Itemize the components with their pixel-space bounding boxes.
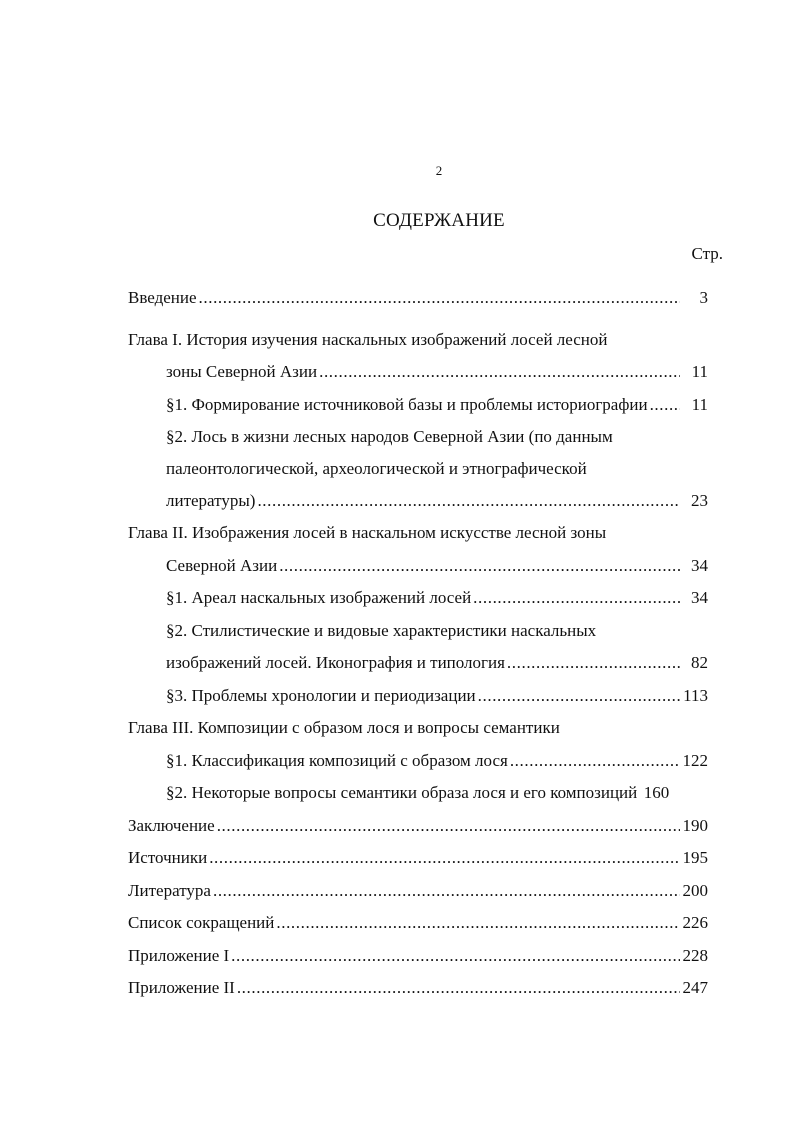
toc-page-number: 160 [643, 783, 670, 802]
toc-entry-ch1-section-2: литературы) ..... 23 [166, 491, 708, 511]
toc-entry-intro: Введение ..... 3 [128, 288, 708, 308]
toc-page-number: 113 [683, 686, 708, 705]
toc-page-number: 200 [682, 881, 708, 900]
page-title: СОДЕРЖАНИЕ [373, 210, 505, 231]
toc-page-number: 195 [682, 848, 708, 867]
toc-page-number: 247 [682, 978, 708, 997]
toc-page-number: 11 [691, 395, 708, 414]
toc-entry-appendix-2: Приложение II ..... 247 [128, 978, 708, 998]
toc-page-number: 23 [691, 491, 708, 510]
page-number: 2 [435, 163, 443, 178]
toc-entry-chapter-1: зоны Северной Азии ..... 11 [166, 362, 708, 382]
toc-chapter-1-heading: Глава I. История изучения наскальных изображений лосей лесной [128, 330, 608, 349]
page-column-label: Стр. [691, 244, 723, 263]
toc-ch1-section-2-line-2: палеонтологической, археологической и этнографической [166, 459, 587, 478]
toc-entry-conclusion: Заключение ..... 190 [128, 816, 708, 836]
toc-entry-appendix-1: Приложение I ..... 228 [128, 946, 708, 966]
toc-page-number: 226 [682, 913, 708, 932]
toc-chapter-2-heading: Глава II. Изображения лосей в наскальном искусстве лесной зоны [128, 523, 607, 542]
toc-entry-sources: Источники ..... 195 [128, 848, 708, 868]
toc-entry-ch2-section-1: §1. Ареал наскальных изображений лосей ..... 34 [166, 588, 708, 608]
toc-entry-literature: Литература ..... 200 [128, 881, 708, 901]
toc-entry-ch2-section-2: изображений лосей. Иконография и типология ..... 82 [166, 653, 708, 673]
toc-page-number: 82 [691, 653, 708, 672]
toc-page-number: 122 [682, 751, 708, 770]
toc-page-number: 34 [691, 556, 708, 575]
toc-chapter-3-heading: Глава III. Композиции с образом лося и вопросы семантики [128, 718, 560, 737]
toc-entry-ch2-section-3: §3. Проблемы хронологии и периодизации ..... 113 [166, 686, 708, 706]
toc-page-number: 3 [699, 288, 708, 307]
toc-entry-abbreviations: Список сокращений ..... 226 [128, 913, 708, 933]
toc-entry-ch1-section-1: §1. Формирование источниковой базы и проблемы историографии ..... 11 [166, 395, 708, 415]
toc-page-number: 11 [691, 362, 708, 381]
toc-page-number: 190 [682, 816, 708, 835]
toc-entry-ch3-section-2: §2. Некоторые вопросы семантики образа лося и его композиций 160 [166, 783, 670, 802]
toc-ch2-section-2-line-1: §2. Стилистические и видовые характеристики наскальных [166, 621, 597, 640]
toc-entry-ch3-section-1: §1. Классификация композиций с образом лося ..... 122 [166, 751, 708, 771]
toc-entry-chapter-2: Северной Азии ..... 34 [166, 556, 708, 576]
toc-page-number: 34 [691, 588, 708, 607]
toc-ch1-section-2-line-1: §2. Лось в жизни лесных народов Северной Азии (по данным [166, 427, 613, 446]
toc-page-number: 228 [682, 946, 708, 965]
